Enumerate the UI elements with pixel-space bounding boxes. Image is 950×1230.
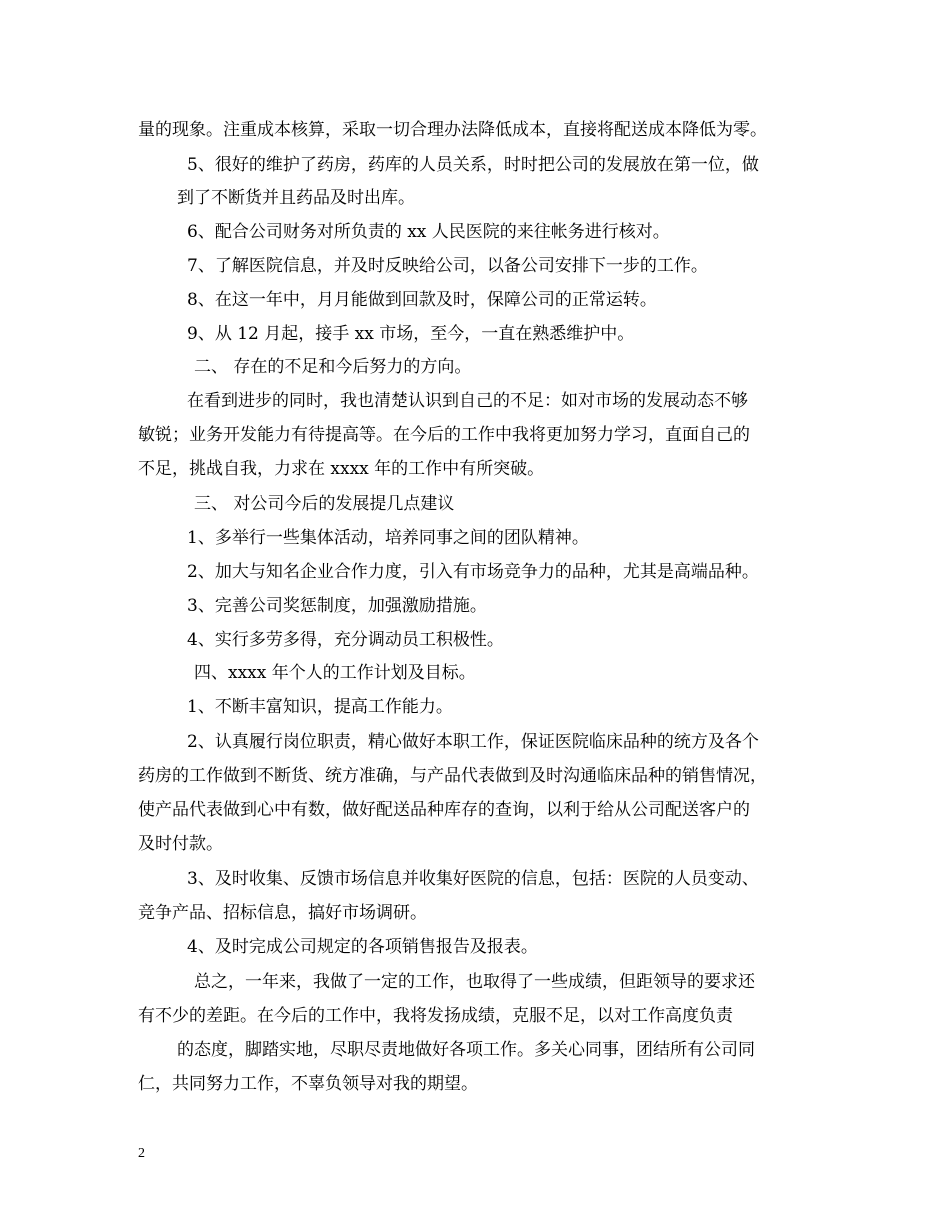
paragraph-line: 仁，共同努力工作，不辜负领导对我的期望。 — [138, 1074, 478, 1094]
paragraph-line: 7、了解医院信息，并及时反映给公司，以备公司安排下一步的工作。 — [187, 256, 708, 276]
paragraph-line: 不足，挑战自我，力求在 xxxx 年的工作中有所突破。 — [138, 459, 545, 479]
paragraph-line: 3、完善公司奖惩制度，加强激励措施。 — [187, 596, 487, 616]
paragraph-line: 在看到进步的同时，我也清楚认识到自己的不足：如对市场的发展动态不够 — [187, 391, 748, 411]
page-number: 2 — [138, 1146, 145, 1161]
section-heading: 三、 对公司今后的发展提几点建议 — [194, 494, 455, 514]
paragraph-line: 使产品代表做到心中有数，做好配送品种库存的查询，以利于给从公司配送客户的 — [138, 800, 750, 820]
paragraph-line: 敏锐；业务开发能力有待提高等。在今后的工作中我将更加努力学习，直面自己的 — [138, 425, 750, 445]
section-heading: 四、xxxx 年个人的工作计划及目标。 — [194, 663, 476, 683]
paragraph-line: 5、很好的维护了药房，药库的人员关系，时时把公司的发展放在第一位，做 — [187, 155, 759, 175]
paragraph-line: 量的现象。注重成本核算，采取一切合理办法降低成本，直接将配送成本降低为零。 — [138, 120, 767, 140]
paragraph-line: 药房的工作做到不断货、统方准确，与产品代表做到及时沟通临床品种的销售情况， — [138, 766, 767, 786]
paragraph-line: 2、认真履行岗位职责，精心做好本职工作，保证医院临床品种的统方及各个 — [187, 732, 759, 752]
paragraph-line: 4、及时完成公司规定的各项销售报告及报表。 — [187, 937, 538, 957]
paragraph-line: 3、及时收集、反馈市场信息并收集好医院的信息，包括：医院的人员变动、 — [187, 869, 759, 889]
paragraph-line: 2、加大与知名企业合作力度，引入有市场竞争力的品种，尤其是高端品种。 — [187, 562, 759, 582]
paragraph-line: 的态度，脚踏实地，尽职尽责地做好各项工作。多关心同事，团结所有公司同 — [177, 1040, 755, 1060]
paragraph-line: 竞争产品、招标信息，搞好市场调研。 — [138, 903, 427, 923]
paragraph-line: 1、不断丰富知识，提高工作能力。 — [187, 697, 453, 717]
section-heading: 二、 存在的不足和今后努力的方向。 — [194, 357, 472, 377]
paragraph-line: 6、配合公司财务对所负责的 xx 人民医院的来往帐务进行核对。 — [187, 222, 670, 242]
paragraph-line: 4、实行多劳多得，充分调动员工积极性。 — [187, 630, 504, 650]
paragraph-line: 8、在这一年中，月月能做到回款及时，保障公司的正常运转。 — [187, 290, 657, 310]
paragraph-line: 总之，一年来，我做了一定的工作，也取得了一些成绩，但距领导的要求还 — [194, 972, 755, 992]
paragraph-line: 有不少的差距。在今后的工作中，我将发扬成绩，克服不足，以对工作高度负责 — [138, 1006, 733, 1026]
paragraph-line: 到了不断货并且药品及时出库。 — [177, 188, 415, 208]
paragraph-line: 9、从 12 月起，接手 xx 市场，至今，一直在熟悉维护中。 — [187, 324, 635, 344]
paragraph-line: 及时付款。 — [138, 834, 223, 854]
paragraph-line: 1、多举行一些集体活动，培养同事之间的团队精神。 — [187, 528, 589, 548]
